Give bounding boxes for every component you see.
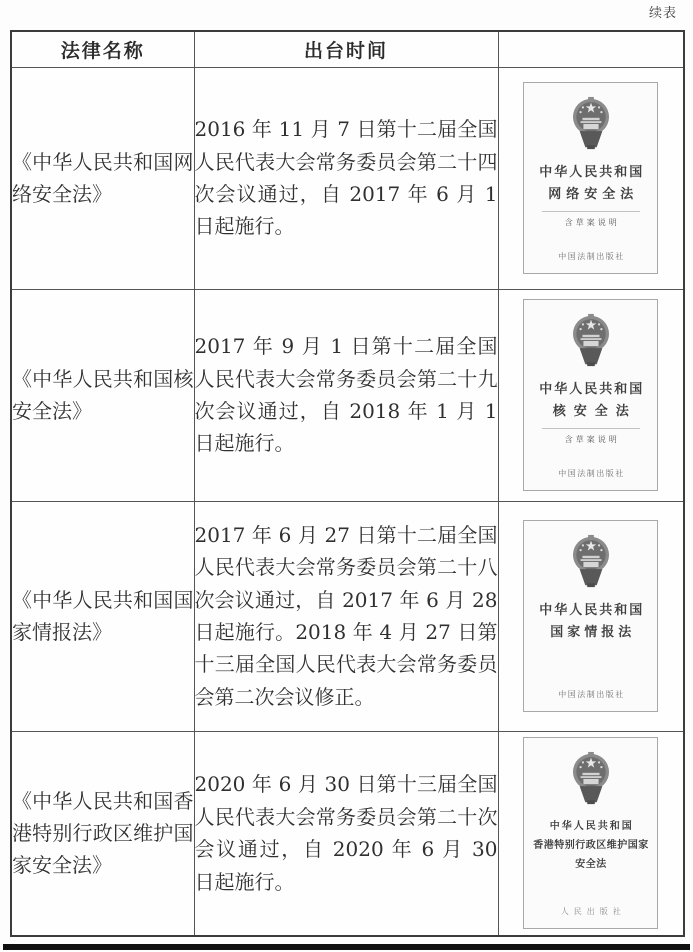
cover-title-line1: 中华人民共和国 [549,821,634,833]
cover-cell [498,501,684,731]
law-table [10,30,685,937]
law-name: 《中华人民共和国国家情报法》 [11,501,194,731]
cover-title-line2: 香港特别行政区维护国家安全法 [533,840,649,871]
national-emblem-icon [568,313,614,368]
national-emblem-icon [568,96,614,151]
cover-title [530,817,651,874]
cover-subtitle-block [542,211,640,228]
cover-title-line2: 网络安全法 [548,187,639,203]
law-name: 《中华人民共和国网络安全法》 [11,67,194,289]
cover-cell [498,731,684,936]
header-law-name: 法律名称 [11,31,194,67]
cover-title-line2: 核安全法 [552,404,637,420]
cover-publisher: 中国法制出版社 [558,690,625,699]
cover-subtitle-block [542,428,640,445]
cover-title-line2: 国家情报法 [550,625,636,641]
cover-subtitle: 含草案说明 [564,218,620,228]
cover-cell [498,67,684,289]
cover-subtitle: 含草案说明 [564,435,620,445]
header-issue-time: 出台时间 [194,31,498,67]
subtitle-divider [542,428,640,429]
national-emblem-icon [568,751,614,806]
cover-title [539,379,645,423]
cover-publisher: 中国法制出版社 [558,252,625,261]
cover-title-line1: 中华人民共和国 [539,165,645,180]
table-row [11,501,684,731]
header-cover [498,31,684,67]
cover-title [539,162,645,206]
page-bottom-rule [3,944,690,950]
cover-title [539,600,645,644]
book-cover [523,299,658,491]
table-row [11,289,684,501]
cover-cell [498,289,684,501]
issue-time: 2020 年 6 月 30 日第十三届全国人民代表大会常务委员会第二十次会议通过，自 2020 年 6 月 30 日起施行。 [194,731,498,936]
cover-publisher: 中国法制出版社 [558,469,625,478]
subtitle-divider [542,211,640,212]
continued-table-label: 续表 [648,6,677,21]
law-name: 《中华人民共和国香港特别行政区维护国家安全法》 [11,731,194,936]
table-row [11,731,684,936]
cover-title-line1: 中华人民共和国 [539,382,645,397]
issue-time: 2017 年 9 月 1 日第十二届全国人民代表大会常务委员会第二十九次会议通过，自 2018 年 1 月 1 日起施行。 [194,289,498,501]
law-name: 《中华人民共和国核安全法》 [11,289,194,501]
book-cover [523,520,658,712]
book-cover [523,82,658,274]
table-header-row [11,31,684,67]
cover-title-line1: 中华人民共和国 [539,603,645,618]
issue-time: 2016 年 11 月 7 日第十二届全国人民代表大会常务委员会第二十四次会议通过，自 2017 年 6 月 1 日起施行。 [194,67,498,289]
national-emblem-icon [568,534,614,589]
table-row [11,67,684,289]
book-cover [523,737,658,929]
issue-time: 2017 年 6 月 27 日第十二届全国人民代表大会常务委员会第二十八次会议通过，自 2017 年 6 月 28 日起施行。2018 年 4 月 27 日第十三届全国人民代表大会常务委员会第二次会议修正。 [194,501,498,731]
cover-publisher: 人民出版社 [560,907,626,917]
